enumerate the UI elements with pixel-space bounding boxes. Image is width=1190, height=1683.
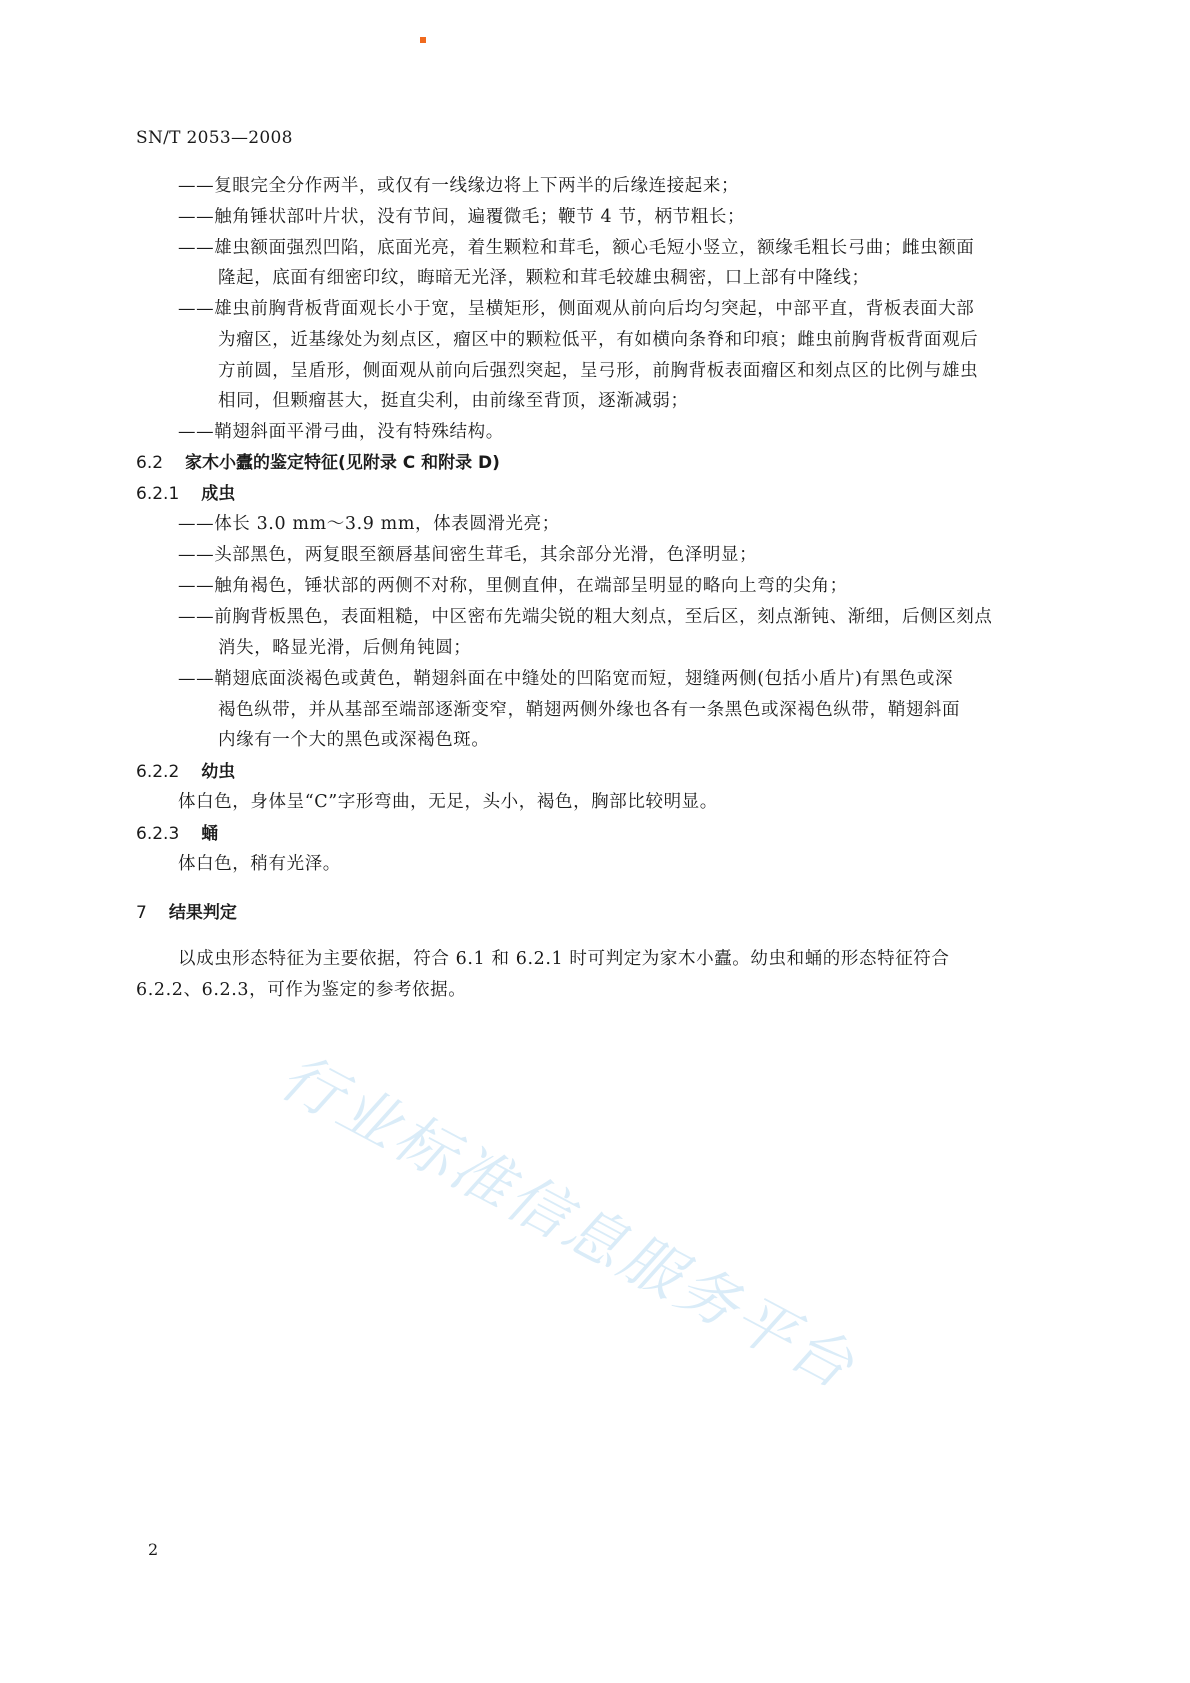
standard-number: SN/T 2053—2008 (136, 128, 293, 148)
list-item: ——鞘翅底面淡褐色或黄色，鞘翅斜面在中缝处的凹陷宽而短，翅缝两侧(包括小盾片)有黑色或深 (178, 669, 954, 689)
section-number: 7 (136, 903, 147, 923)
list-item-continuation: 为瘤区，近基缘处为刻点区，瘤区中的颗粒低平，有如横向条脊和印痕；雌虫前胸背板背面观后 (218, 330, 979, 350)
list-item: ——触角锤状部叶片状，没有节间，遍覆微毛；鞭节 4 节，柄节粗长； (178, 207, 746, 227)
list-item-continuation: 方前圆，呈盾形，侧面观从前向后强烈突起，呈弓形，前胸背板表面瘤区和刻点区的比例与雄虫 (218, 361, 979, 381)
section-heading-7 (136, 898, 237, 923)
section-heading-6-2 (136, 448, 500, 473)
section-title: 蛹 (201, 824, 219, 844)
list-item: ——雄虫额面强烈凹陷，底面光亮，着生颗粒和茸毛，额心毛短小竖立，额缘毛粗长弓曲；雌虫额面 (178, 238, 975, 258)
section-title: 成虫 (201, 484, 236, 504)
section-heading-6-2-2 (136, 757, 235, 782)
list-item-continuation: 内缘有一个大的黑色或深褐色斑。 (218, 730, 490, 750)
section-number: 6.2.2 (136, 762, 180, 782)
paragraph: 体白色，身体呈“C”字形弯曲，无足，头小，褐色，胸部比较明显。 (178, 792, 718, 812)
section-number: 6.2.3 (136, 824, 180, 844)
list-item: ——前胸背板黑色，表面粗糙，中区密布先端尖锐的粗大刻点，至后区，刻点渐钝、渐细，后侧区刻点 (178, 607, 993, 627)
section-title: 家木小蠹的鉴定特征(见附录 C 和附录 D) (185, 453, 500, 473)
section-number: 6.2.1 (136, 484, 180, 504)
section-heading-6-2-1 (136, 479, 235, 504)
list-item: ——复眼完全分作两半，或仅有一线缘边将上下两半的后缘连接起来； (178, 176, 740, 196)
paragraph-continuation: 6.2.2、6.2.3，可作为鉴定的参考依据。 (136, 980, 467, 1000)
list-item-continuation: 消失，略显光滑，后侧角钝圆； (218, 638, 472, 658)
section-title: 结果判定 (168, 903, 237, 923)
scan-mark (420, 37, 426, 43)
list-item-continuation: 相同，但颗瘤甚大，挺直尖利，由前缘至背顶，逐渐减弱； (218, 391, 689, 411)
list-item: ——触角褐色，锤状部的两侧不对称，里侧直伸，在端部呈明显的略向上弯的尖角； (178, 576, 848, 596)
list-item: ——雄虫前胸背板背面观长小于宽，呈横矩形，侧面观从前向后均匀突起，中部平直，背板表面大部 (178, 299, 975, 319)
section-title: 幼虫 (201, 762, 236, 782)
list-item: ——体长 3.0 mm～3.9 mm，体表圆滑光亮； (178, 514, 560, 534)
list-item: ——头部黑色，两复眼至额唇基间密生茸毛，其余部分光滑，色泽明显； (178, 545, 758, 565)
list-item-continuation: 隆起，底面有细密印纹，晦暗无光泽，颗粒和茸毛较雄虫稠密，口上部有中隆线； (218, 268, 870, 288)
watermark: 行业标准信息服务平台 (269, 1041, 867, 1404)
section-heading-6-2-3 (136, 819, 218, 844)
paragraph: 以成虫形态特征为主要依据，符合 6.1 和 6.2.1 时可判定为家木小蠹。幼虫和蛹的形态特征符合 (178, 949, 950, 969)
list-item-continuation: 褐色纵带，并从基部至端部逐渐变窄，鞘翅两侧外缘也各有一条黑色或深褐色纵带，鞘翅斜面 (218, 700, 961, 720)
list-item: ——鞘翅斜面平滑弓曲，没有特殊结构。 (178, 422, 504, 442)
paragraph: 体白色，稍有光泽。 (178, 854, 341, 874)
page-number: 2 (148, 1540, 159, 1559)
section-number: 6.2 (136, 453, 164, 473)
